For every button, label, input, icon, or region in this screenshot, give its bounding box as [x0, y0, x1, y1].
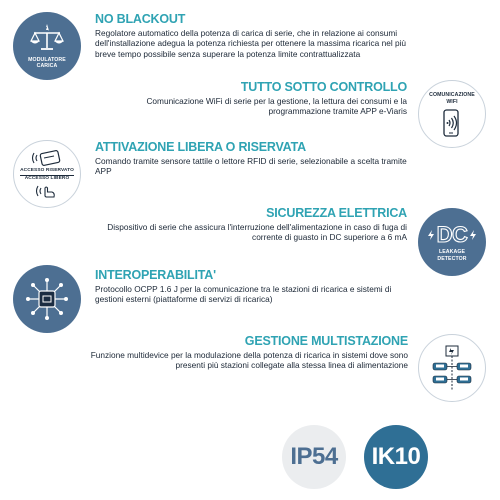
feature-description: Comunicazione WiFi di serie per la gestione, la lettura dei consumi e la programmazione tramite APP e-Viaris — [146, 96, 407, 117]
badge-label-line2: DETECTOR — [437, 255, 467, 262]
feature-gestione-multistazione — [90, 334, 408, 371]
feature-sicurezza-elettrica — [90, 206, 407, 243]
badge-label-line1: ACCESSO RISERVATO — [20, 168, 74, 176]
dc-label: DC — [436, 222, 468, 248]
badge-label-line1: MODULATORE — [28, 56, 66, 63]
feature-interoperabilita — [95, 268, 407, 305]
badge-label-line1: COMUNICAZIONE — [429, 92, 475, 99]
interoperabilita-badge — [13, 265, 81, 333]
feature-title: GESTIONE MULTISTAZIONE — [244, 334, 408, 348]
ip54-rating — [282, 425, 346, 489]
feature-description: Regolatore automatico della potenza di carica di serie, che in relazione ai consumi dell'installazione adegua la potenza richiesta per ottenere la massima ricarica nel più breve tempo possibile senza superare la potenza limite contrattualizzata — [95, 28, 407, 59]
feature-title: INTEROPERABILITA' — [95, 268, 216, 282]
feature-description: Dispositivo di serie che assicura l'interruzione dell'alimentazione in caso di fuga di corrente di guasto in DC superiore a 6 mA — [107, 222, 407, 243]
badge-label-line1: LEAKAGE — [438, 249, 466, 256]
ip54-label: IP54 — [290, 443, 338, 470]
network-hub-icon — [23, 275, 71, 323]
feature-no-blackout — [95, 12, 413, 59]
badge-label-line2: WIFI — [446, 98, 458, 105]
bolt-icon-left — [428, 230, 434, 240]
balance-scale-icon — [30, 23, 64, 53]
dc-leakage-icon — [428, 224, 477, 246]
rfid-card-icon — [30, 149, 64, 167]
feature-title: SICUREZZA ELETTRICA — [266, 206, 407, 220]
comunicazione-wifi-badge — [418, 80, 486, 148]
touch-hand-icon — [32, 183, 62, 199]
badge-label-line2: ACCESSO LIBERO — [24, 175, 70, 181]
ik10-label: IK10 — [371, 443, 421, 470]
badge-label-line2: CARICA — [36, 63, 58, 69]
feature-description: Funzione multidevice per la modulazione della potenza di ricarica in sistemi dove sono presenti più stazioni collegate alla stessa linea di alimentazione — [90, 350, 408, 371]
multistation-cars-icon — [427, 343, 477, 393]
feature-tutto-sotto-controllo — [90, 80, 407, 117]
feature-description: Protocollo OCPP 1.6 J per la comunicazione tra le stazioni di ricarica e sistemi di gestioni esterni (piattaforme di servizi di ricarica) — [95, 284, 392, 305]
dc-leakage-badge — [418, 208, 486, 276]
accesso-badge — [13, 140, 81, 208]
feature-title: TUTTO SOTTO CONTROLLO — [240, 80, 407, 94]
feature-title: ATTIVAZIONE LIBERA O RISERVATA — [95, 140, 306, 154]
feature-attivazione — [95, 140, 411, 177]
multistazione-badge — [418, 334, 486, 402]
bolt-icon-right — [470, 230, 476, 240]
smartphone-wifi-icon — [437, 108, 467, 138]
modulatore-carica-badge — [13, 12, 81, 80]
ik10-rating — [364, 425, 428, 489]
feature-title: NO BLACKOUT — [95, 12, 186, 26]
feature-description: Comando tramite sensore tattile o lettore RFID di serie, selezionabile a scelta tramite APP — [95, 156, 407, 177]
